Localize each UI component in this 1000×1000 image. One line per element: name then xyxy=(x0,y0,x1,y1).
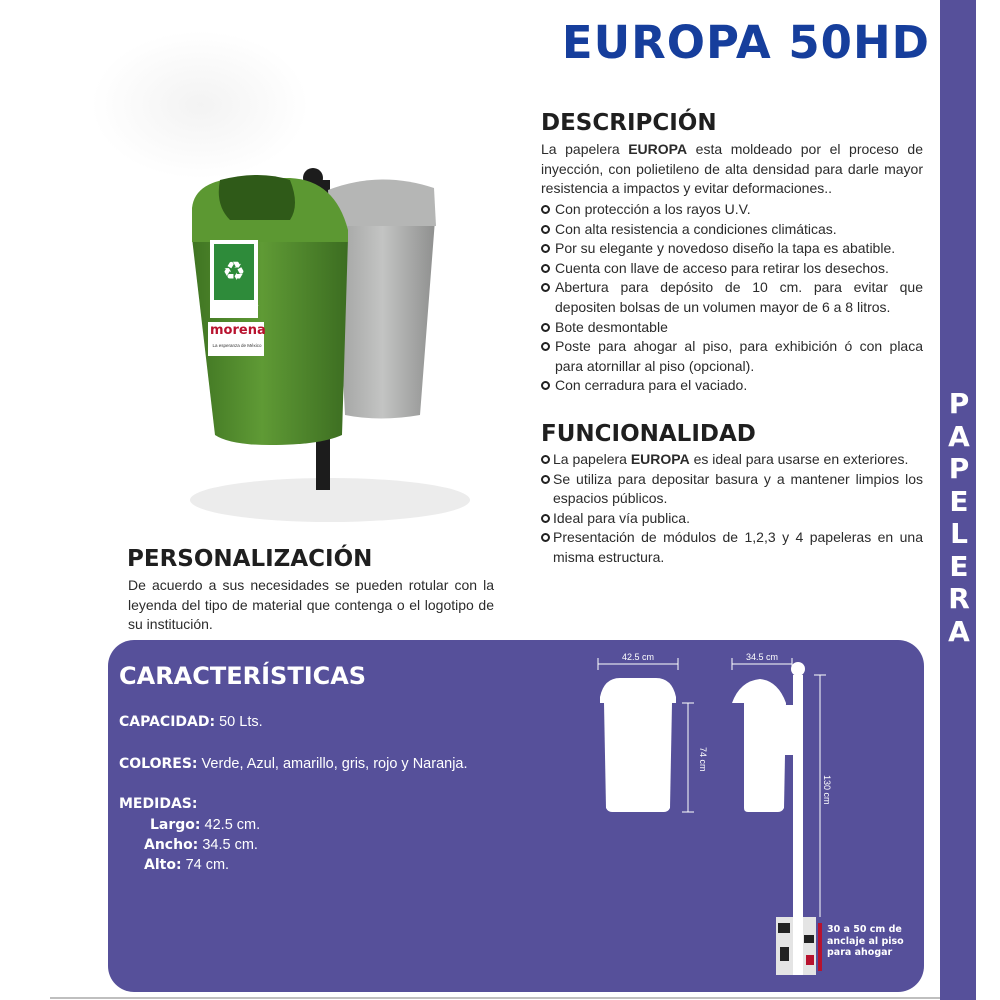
personalization-text: De acuerdo a sus necesidades se pueden rotular con la leyenda del tipo de material que contenga o el logotipo de su institución. xyxy=(128,577,494,633)
bullet-icon xyxy=(541,205,550,214)
bottom-rule xyxy=(50,997,940,999)
bullet-icon xyxy=(541,342,550,351)
height-spec: Alto: 74 cm. xyxy=(144,857,230,873)
length-spec: Largo: 42.5 cm. xyxy=(150,817,261,833)
bullet-icon xyxy=(541,381,550,390)
list-item: Ideal para vía publica. xyxy=(541,509,923,529)
height-label: 74 cm xyxy=(698,747,708,772)
list-item: Poste para ahogar al piso, para exhibición ó con placa para atornillar al piso (opcional). xyxy=(541,337,923,376)
width-spec: Ancho: 34.5 cm. xyxy=(144,837,258,853)
bullet-icon xyxy=(541,514,550,523)
functionality-heading: FUNCIONALIDAD xyxy=(541,421,756,447)
side-width-label: 34.5 cm xyxy=(745,652,779,662)
bullet-icon xyxy=(541,244,550,253)
list-item: Cuenta con llave de acceso para retirar los desechos. xyxy=(541,259,923,279)
bin-sticker-label: basura orgánica xyxy=(215,302,259,308)
capacity-spec: CAPACIDAD: 50 Lts. xyxy=(119,714,263,730)
brand-tagline: La esperanza de México xyxy=(212,343,262,348)
bullet-icon xyxy=(541,283,550,292)
post-height-label: 130 cm xyxy=(822,775,832,805)
characteristics-heading: CARACTERÍSTICAS xyxy=(119,662,367,690)
personalization-heading: PERSONALIZACIÓN xyxy=(127,546,373,572)
list-item: Con protección a los rayos U.V. xyxy=(541,200,923,220)
list-item: Se utiliza para depositar basura y a mantener limpios los espacios públicos. xyxy=(541,470,923,509)
description-intro: La papelera EUROPA esta moldeado por el proceso de inyección, con polietileno de alta densidad para darle mayor resistencia a impactos y evitar deformaciones.. xyxy=(541,141,923,197)
description-list xyxy=(541,200,923,396)
bullet-icon xyxy=(541,455,550,464)
list-item: La papelera EUROPA es ideal para usarse en exteriores. xyxy=(541,450,923,470)
bullet-icon xyxy=(541,264,550,273)
colors-spec: COLORES: Verde, Azul, amarillo, gris, rojo y Naranja. xyxy=(119,756,468,772)
anchor-note: 30 a 50 cm de anclaje al piso para ahogar xyxy=(827,924,904,958)
brand-sticker: morena xyxy=(210,323,266,338)
measures-label: MEDIDAS: xyxy=(119,796,198,812)
bullet-icon xyxy=(541,225,550,234)
list-item: Por su elegante y novedoso diseño la tapa es abatible. xyxy=(541,239,923,259)
bullet-icon xyxy=(541,475,550,484)
list-item: Con alta resistencia a condiciones climáticas. xyxy=(541,220,923,240)
list-item: Abertura para depósito de 10 cm. para evitar que depositen bolsas de un volumen mayor de 6 a 8 litros. xyxy=(541,278,923,317)
description-heading: DESCRIPCIÓN xyxy=(541,110,717,136)
functionality-list xyxy=(541,450,923,568)
trash-bin-illustration xyxy=(80,30,480,550)
list-item: Bote desmontable xyxy=(541,318,923,338)
bullet-icon xyxy=(541,323,550,332)
recycle-icon: ♻ xyxy=(222,257,246,287)
page-title: EUROPA 50HD xyxy=(561,16,930,69)
product-image xyxy=(80,30,480,550)
bullet-icon xyxy=(541,533,550,542)
side-label: P A P E L E R A xyxy=(948,387,970,648)
front-width-label: 42.5 cm xyxy=(621,652,655,662)
list-item: Presentación de módulos de 1,2,3 y 4 papeleras en una misma estructura. xyxy=(541,528,923,567)
list-item: Con cerradura para el vaciado. xyxy=(541,376,923,396)
